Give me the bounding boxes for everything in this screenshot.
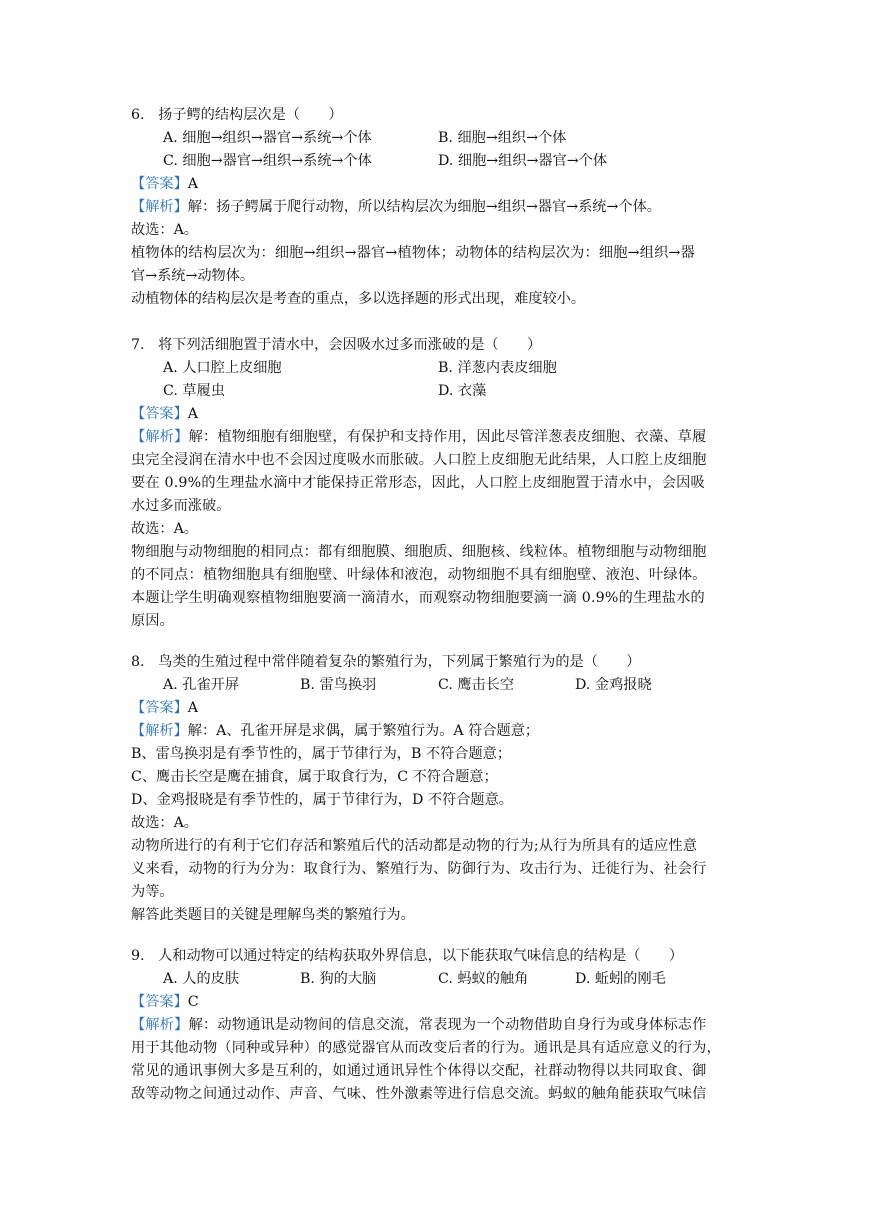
question-number: 8.	[131, 654, 145, 670]
explanation-line: 动物所进行的有利于它们存活和繁殖后代的活动都是动物的行为;从行为所具有的适应性意	[131, 838, 698, 854]
option-a: A. 人口腔上皮细胞	[163, 360, 282, 376]
option-c: C. 蚂蚁的触角	[438, 971, 529, 987]
question-9-stem	[131, 945, 683, 968]
answer-line	[131, 991, 199, 1014]
analysis-text: C、鹰击长空是鹰在捕食，属于取食行为，C 不符合题意；	[131, 769, 498, 785]
answer-value: A	[187, 700, 199, 716]
analysis-line	[131, 1014, 707, 1037]
explanation-line: 物细胞与动物细胞的相同点：都有细胞膜、细胞质、细胞核、线粒体。植物细胞与动物细胞	[131, 544, 707, 560]
option-d: D. 细胞→组织→器官→个体	[438, 153, 608, 169]
option-c: C. 草履虫	[163, 383, 225, 399]
analysis-tag: 【解析】	[131, 429, 189, 445]
explanation-line: 官→系统→动物体。	[131, 268, 255, 284]
answer-tag: 【答案】	[131, 994, 188, 1010]
option-b: B. 雷鸟换羽	[300, 677, 377, 693]
option-a: A. 孔雀开屏	[163, 677, 240, 693]
option-d: D. 金鸡报晓	[575, 677, 652, 693]
answer-value: C	[187, 994, 199, 1010]
analysis-tag: 【解析】	[131, 1017, 189, 1033]
analysis-tag: 【解析】	[131, 199, 188, 215]
option-b: B. 洋葱内表皮细胞	[438, 360, 557, 376]
analysis-text: 虫完全浸润在清水中也不会因过度吸水而胀破。人口腔上皮细胞无此结果，人口腔上皮细胞	[131, 452, 707, 468]
option-a: A. 人的皮肤	[163, 971, 240, 987]
option-c: C. 鹰击长空	[438, 677, 515, 693]
explanation-line: 解答此类题目的关键是理解鸟类的繁殖行为。	[131, 907, 415, 923]
question-number: 9.	[131, 948, 145, 964]
answer-line	[131, 173, 198, 196]
analysis-line	[131, 426, 707, 449]
answer-line	[131, 403, 198, 426]
analysis-text: 水过多而涨破。	[131, 498, 231, 514]
explanation-line: 故选：A。	[131, 815, 198, 831]
question-number: 6.	[131, 107, 145, 123]
explanation-line: 动植物体的结构层次是考查的重点，多以选择题的形式出现，难度较小。	[131, 291, 586, 307]
question-8-stem	[131, 651, 640, 674]
analysis-text: 敌等动物之间通过动作、声音、气味、性外激素等进行信息交流。蚂蚁的触角能获取气味信	[131, 1086, 707, 1102]
analysis-text: 解：动物通讯是动物间的信息交流，常表现为一个动物借助自身行为或身体标志作	[188, 1017, 707, 1033]
question-text: 人和动物可以通过特定的结构获取外界信息，以下能获取气味信息的结构是（ ）	[158, 948, 684, 964]
option-b: B. 细胞→组织→个体	[438, 130, 567, 146]
answer-value: A	[187, 406, 199, 422]
option-c: C. 细胞→器官→组织→系统→个体	[163, 153, 372, 169]
analysis-text: 解：植物细胞有细胞壁，有保护和支持作用，因此尽管洋葱表皮细胞、衣藻、草履	[188, 429, 707, 445]
option-a: A. 细胞→组织→器官→系统→个体	[163, 130, 372, 146]
question-7-stem	[131, 334, 541, 357]
analysis-text: 解：扬子鳄属于爬行动物，所以结构层次为细胞→组织→器官→系统→个体。	[187, 199, 661, 215]
answer-tag: 【答案】	[131, 700, 188, 716]
analysis-text: 用于其他动物（同种或异种）的感觉器官从而改变后者的行为。通讯是具有适应意义的行为，	[131, 1040, 721, 1056]
option-b: B. 狗的大脑	[300, 971, 377, 987]
explanation-line: 原因。	[131, 613, 174, 629]
answer-tag: 【答案】	[131, 176, 188, 192]
analysis-text: 解：A、孔雀开屏是求偶，属于繁殖行为。A 符合题意；	[187, 723, 540, 739]
explanation-line: 故选：A。	[131, 222, 198, 238]
explanation-line: 故选：A。	[131, 521, 198, 537]
explanation-line: 为等。	[131, 884, 174, 900]
analysis-text: B、雷鸟换羽是有季节性的，属于节律行为，B 不符合题意；	[131, 746, 512, 762]
explanation-line: 植物体的结构层次为：细胞→组织→器官→植物体；动物体的结构层次为：细胞→组织→器	[131, 245, 696, 261]
explanation-line: 本题让学生明确观察植物细胞要滴一滴清水，而观察动物细胞要滴一滴 0.9%的生理盐水的	[131, 590, 705, 606]
explanation-line: 的不同点：植物细胞具有细胞壁、叶绿体和液泡，动物细胞不具有细胞壁、液泡、叶绿体。	[131, 567, 707, 583]
option-d: D. 蚯蚓的刚毛	[575, 971, 666, 987]
answer-line	[131, 697, 198, 720]
question-text: 将下列活细胞置于清水中，会因吸水过多而涨破的是（ ）	[158, 337, 542, 353]
answer-tag: 【答案】	[131, 406, 188, 422]
answer-value: A	[187, 176, 199, 192]
option-d: D. 衣藻	[438, 383, 487, 399]
analysis-line	[131, 720, 539, 743]
analysis-tag: 【解析】	[131, 723, 188, 739]
question-text: 鸟类的生殖过程中常伴随着复杂的繁殖行为，下列属于繁殖行为的是（ ）	[158, 654, 641, 670]
question-text: 扬子鳄的结构层次是（ ）	[158, 107, 343, 123]
analysis-text: D、金鸡报晓是有季节性的，属于节律行为，D 不符合题意。	[131, 792, 513, 808]
question-number: 7.	[131, 337, 145, 353]
analysis-text: 常见的通讯事例大多是互利的，如通过通讯异性个体得以交配，社群动物得以共同取食、御	[131, 1063, 707, 1079]
analysis-line	[131, 196, 661, 219]
question-6-stem	[131, 104, 343, 127]
analysis-text: 要在 0.9%的生理盐水滴中才能保持正常形态，因此，人口腔上皮细胞置于清水中，会因吸	[131, 475, 705, 491]
explanation-line: 义来看，动物的行为分为：取食行为、繁殖行为、防御行为、攻击行为、迁徙行为、社会行	[131, 861, 707, 877]
